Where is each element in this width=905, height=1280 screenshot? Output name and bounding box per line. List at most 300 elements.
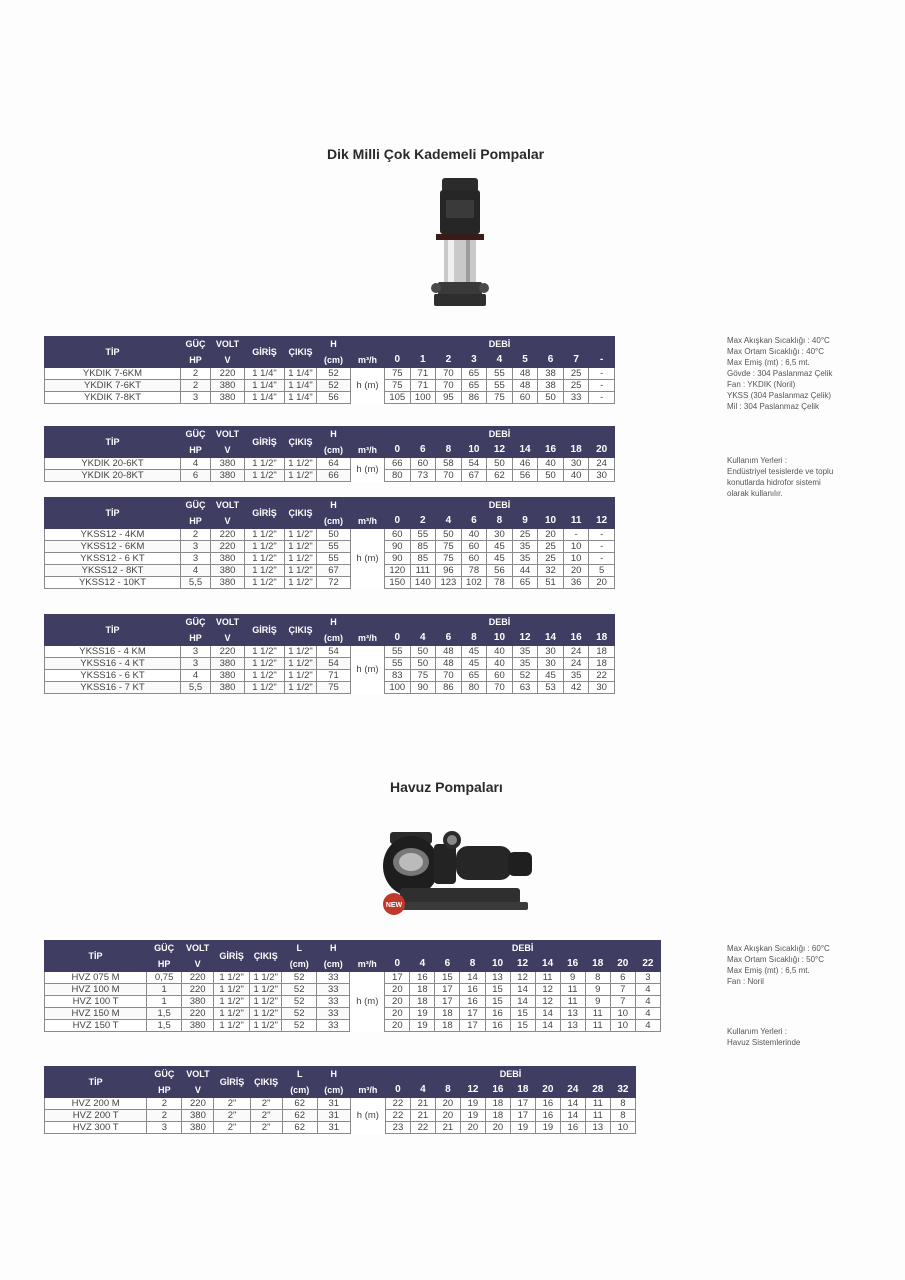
cell-hp: 1,5: [147, 1020, 182, 1032]
spec-table-hvz-large: [44, 1066, 636, 1134]
info-line: Fan : YKDIK (Noril): [727, 380, 796, 389]
head-unit-label: h (m): [350, 972, 385, 1032]
cell-cikis: 1 1/2": [250, 1008, 282, 1020]
flow-header: 8: [460, 957, 485, 972]
cell-tip: YKDIK 7-6KT: [45, 380, 181, 392]
cell-giris: 1 1/4": [245, 380, 285, 392]
cell-head-value: 3: [635, 972, 660, 984]
cell-tip: YKSS12 - 6 KT: [45, 553, 181, 565]
cell-tip: YKSS16 - 4 KT: [45, 658, 181, 670]
table-row: [45, 458, 615, 470]
cell-head-value: -: [589, 541, 615, 553]
cell-cikis: 1 1/2": [285, 541, 317, 553]
cell-hp: 3: [181, 646, 211, 658]
cell-head-value: 16: [460, 984, 485, 996]
cell-h: 50: [317, 529, 351, 541]
cell-v: 380: [211, 658, 245, 670]
table-row: [45, 972, 661, 984]
flow-header: 3: [461, 353, 487, 368]
cell-hp: 2: [147, 1110, 182, 1122]
cell-head-value: 11: [585, 1020, 610, 1032]
header-tip: TİP: [45, 337, 181, 368]
flow-header: 12: [487, 443, 513, 458]
cell-head-value: 75: [436, 541, 462, 553]
cell-head-value: 14: [535, 1008, 560, 1020]
header-m3h: m³/h: [350, 957, 385, 972]
cell-head-value: 11: [585, 1098, 610, 1110]
cell-head-value: 80: [461, 682, 487, 694]
spec-table-ykdik-7: [44, 336, 615, 404]
cell-head-value: 38: [538, 380, 564, 392]
cell-head-value: -: [589, 380, 615, 392]
cell-head-value: 11: [585, 1110, 610, 1122]
cell-head-value: 25: [563, 368, 589, 380]
header-hcm: (cm): [317, 353, 351, 368]
cell-head-value: 60: [461, 553, 487, 565]
cell-cikis: 1 1/2": [250, 972, 282, 984]
table-row: [45, 529, 615, 541]
flow-header: 12: [510, 957, 535, 972]
cell-h: 56: [317, 392, 351, 404]
usage-info-pool: [727, 1026, 800, 1048]
cell-head-value: 83: [385, 670, 411, 682]
cell-v: 380: [211, 380, 245, 392]
info-line: YKSS (304 Paslanmaz Çelik): [727, 391, 832, 400]
header-hp: HP: [181, 514, 211, 529]
cell-head-value: 12: [535, 984, 560, 996]
cell-head-value: 14: [560, 1110, 585, 1122]
flow-header: 8: [461, 631, 487, 646]
header-hcm: (cm): [317, 443, 351, 458]
header-guc: GÜÇ: [181, 615, 211, 631]
table-row: [45, 470, 615, 482]
cell-head-value: 15: [510, 1020, 535, 1032]
cell-tip: YKDIK 20-8KT: [45, 470, 181, 482]
pool-pump-image: [380, 826, 538, 922]
cell-head-value: 18: [485, 1098, 510, 1110]
cell-v: 220: [182, 1008, 214, 1020]
cell-head-value: 40: [563, 470, 589, 482]
header-v: V: [211, 514, 245, 529]
flow-header: 6: [435, 957, 460, 972]
cell-head-value: 40: [538, 458, 564, 470]
cell-head-value: 13: [485, 972, 510, 984]
cell-head-value: 65: [461, 380, 487, 392]
cell-h: 33: [317, 972, 350, 984]
cell-head-value: 14: [535, 1020, 560, 1032]
table-row: [45, 541, 615, 553]
cell-head-value: 20: [435, 1098, 460, 1110]
header-cikis: ÇIKIŞ: [285, 615, 317, 646]
header-hp: HP: [181, 353, 211, 368]
table-row: [45, 553, 615, 565]
cell-head-value: 78: [461, 565, 487, 577]
flow-header: 0: [385, 957, 410, 972]
cell-head-value: 8: [585, 972, 610, 984]
flow-header: 14: [535, 957, 560, 972]
info-line: Max Akışkan Sıcaklığı : 40°C: [727, 336, 830, 345]
flow-header: 12: [460, 1083, 485, 1098]
cell-head-value: 44: [512, 565, 538, 577]
cell-head-value: 19: [460, 1110, 485, 1122]
cell-head-value: 25: [538, 541, 564, 553]
flow-header: 0: [385, 353, 411, 368]
cell-head-value: 8: [610, 1098, 635, 1110]
cell-head-value: 35: [563, 670, 589, 682]
flow-header: 4: [436, 514, 462, 529]
cell-giris: 1 1/2": [214, 984, 250, 996]
cell-head-value: 11: [585, 1008, 610, 1020]
header-v: V: [211, 353, 245, 368]
cell-cikis: 1 1/2": [250, 1020, 282, 1032]
cell-giris: 1 1/2": [214, 996, 250, 1008]
cell-head-value: 53: [538, 682, 564, 694]
cell-cikis: 1 1/4": [285, 368, 317, 380]
cell-tip: HVZ 100 M: [45, 984, 147, 996]
cell-head-value: 14: [510, 984, 535, 996]
header-guc: GÜÇ: [147, 1067, 182, 1083]
header-volt: VOLT: [182, 1067, 214, 1083]
cell-head-value: 30: [563, 458, 589, 470]
cell-head-value: 100: [410, 392, 436, 404]
cell-head-value: 48: [512, 380, 538, 392]
cell-head-value: 50: [410, 658, 436, 670]
cell-head-value: 35: [512, 658, 538, 670]
flow-header: 1: [410, 353, 436, 368]
cell-hp: 3: [181, 392, 211, 404]
cell-head-value: 85: [410, 553, 436, 565]
cell-head-value: 8: [610, 1110, 635, 1122]
cell-head-value: 35: [512, 646, 538, 658]
spec-table-hvz-small: [44, 940, 661, 1032]
cell-giris: 1 1/2": [245, 470, 285, 482]
header-debi: DEBİ: [385, 941, 661, 957]
flow-header: 4: [410, 1083, 435, 1098]
header-h: H: [317, 427, 351, 443]
cell-head-value: 11: [560, 984, 585, 996]
cell-head-value: 90: [385, 541, 411, 553]
flow-header: 0: [385, 631, 411, 646]
cell-head-value: 45: [538, 670, 564, 682]
spec-table-ykdik-20: [44, 426, 615, 482]
cell-head-value: 56: [487, 565, 513, 577]
cell-tip: YKDIK 7-8KT: [45, 392, 181, 404]
cell-head-value: 40: [487, 646, 513, 658]
header-h: H: [317, 337, 351, 353]
cell-head-value: 4: [635, 996, 660, 1008]
usage-line: Kullanım Yerleri :: [727, 456, 788, 465]
header-tip: TİP: [45, 427, 181, 458]
spec-table-ykss12: [44, 497, 615, 589]
cell-head-value: 21: [435, 1122, 460, 1134]
cell-hp: 1: [147, 984, 182, 996]
cell-head-value: 30: [487, 529, 513, 541]
cell-giris: 1 1/2": [245, 565, 285, 577]
cell-cikis: 1 1/4": [285, 380, 317, 392]
cell-head-value: 24: [563, 646, 589, 658]
cell-hp: 4: [181, 565, 211, 577]
cell-v: 380: [182, 1110, 214, 1122]
cell-h: 75: [317, 682, 351, 694]
flow-header: 5: [512, 353, 538, 368]
header-debi: DEBİ: [385, 615, 615, 631]
cell-head-value: 18: [485, 1110, 510, 1122]
cell-giris: 1 1/4": [245, 368, 285, 380]
header-l: L: [282, 941, 317, 957]
info-line: Max Ortam Sıcaklığı : 40°C: [727, 347, 825, 356]
cell-head-value: 38: [538, 368, 564, 380]
cell-hp: 3: [181, 553, 211, 565]
cell-head-value: 75: [410, 670, 436, 682]
cell-hp: 1,5: [147, 1008, 182, 1020]
flow-header: 6: [436, 631, 462, 646]
cell-tip: YKSS12 - 6KM: [45, 541, 181, 553]
cell-hp: 2: [181, 368, 211, 380]
flow-header: 24: [560, 1083, 585, 1098]
header-lcm: (cm): [282, 1083, 317, 1098]
flow-header: 12: [589, 514, 615, 529]
cell-head-value: 17: [435, 984, 460, 996]
cell-head-value: 65: [461, 670, 487, 682]
cell-giris: 1 1/2": [245, 541, 285, 553]
flow-header: 2: [436, 353, 462, 368]
cell-hp: 3: [147, 1122, 182, 1134]
cell-h: 52: [317, 368, 351, 380]
cell-head-value: 6: [610, 972, 635, 984]
cell-head-value: 16: [460, 996, 485, 1008]
table-row: [45, 1098, 636, 1110]
cell-head-value: 60: [461, 541, 487, 553]
cell-head-value: 45: [461, 658, 487, 670]
cell-v: 380: [211, 670, 245, 682]
cell-v: 380: [211, 682, 245, 694]
cell-head-value: 20: [385, 1008, 410, 1020]
cell-l: 52: [282, 972, 317, 984]
cell-giris: 1 1/2": [245, 529, 285, 541]
cell-head-value: 15: [485, 984, 510, 996]
header-volt: VOLT: [211, 427, 245, 443]
cell-tip: HVZ 300 T: [45, 1122, 147, 1134]
cell-v: 220: [182, 984, 214, 996]
cell-head-value: 19: [535, 1122, 560, 1134]
table-row: [45, 646, 615, 658]
head-unit-label: h (m): [351, 458, 385, 482]
cell-head-value: 16: [410, 972, 435, 984]
flow-header: 4: [487, 353, 513, 368]
cell-head-value: 55: [410, 529, 436, 541]
vertical-pump-image: [430, 176, 490, 310]
header-volt: VOLT: [211, 615, 245, 631]
cell-cikis: 2": [250, 1110, 282, 1122]
header-hcm: (cm): [317, 957, 350, 972]
cell-head-value: 23: [385, 1122, 410, 1134]
cell-tip: YKSS16 - 7 KT: [45, 682, 181, 694]
table-row: [45, 380, 615, 392]
cell-l: 52: [282, 1020, 317, 1032]
header-cikis: ÇIKIŞ: [285, 337, 317, 368]
cell-tip: HVZ 150 T: [45, 1020, 147, 1032]
cell-hp: 2: [181, 529, 211, 541]
cell-head-value: 45: [461, 646, 487, 658]
cell-head-value: 18: [410, 996, 435, 1008]
cell-head-value: 4: [635, 984, 660, 996]
table-row: [45, 368, 615, 380]
cell-hp: 2: [147, 1098, 182, 1110]
cell-h: 31: [317, 1098, 350, 1110]
cell-head-value: 90: [410, 682, 436, 694]
cell-v: 380: [211, 392, 245, 404]
flow-header: 20: [535, 1083, 560, 1098]
cell-head-value: 40: [487, 658, 513, 670]
cell-cikis: 1 1/2": [285, 553, 317, 565]
cell-head-value: 123: [436, 577, 462, 589]
cell-l: 52: [282, 1008, 317, 1020]
cell-giris: 1 1/2": [245, 658, 285, 670]
header-l: L: [282, 1067, 317, 1083]
cell-h: 54: [317, 646, 351, 658]
cell-head-value: 17: [460, 1020, 485, 1032]
specs-info-pool: [727, 943, 830, 987]
cell-hp: 1: [147, 996, 182, 1008]
cell-head-value: 10: [563, 541, 589, 553]
cell-head-value: 55: [385, 658, 411, 670]
cell-cikis: 1 1/2": [285, 646, 317, 658]
cell-giris: 2": [214, 1122, 250, 1134]
header-volt: VOLT: [182, 941, 214, 957]
flow-header: 7: [563, 353, 589, 368]
cell-head-value: 86: [461, 392, 487, 404]
header-h: H: [317, 941, 350, 957]
cell-head-value: 51: [538, 577, 564, 589]
cell-cikis: 1 1/2": [250, 984, 282, 996]
cell-cikis: 1 1/2": [285, 658, 317, 670]
specs-info-vertical: [727, 335, 832, 412]
header-m3h: m³/h: [350, 1083, 385, 1098]
flow-header: 16: [538, 443, 564, 458]
cell-head-value: 18: [589, 646, 615, 658]
header-debi: DEBİ: [385, 337, 615, 353]
flow-header: 16: [563, 631, 589, 646]
cell-h: 33: [317, 984, 350, 996]
cell-head-value: 140: [410, 577, 436, 589]
cell-giris: 2": [214, 1098, 250, 1110]
flow-header: 18: [510, 1083, 535, 1098]
cell-head-value: 75: [436, 553, 462, 565]
cell-h: 31: [317, 1110, 350, 1122]
cell-head-value: 5: [589, 565, 615, 577]
cell-head-value: -: [589, 392, 615, 404]
cell-cikis: 1 1/2": [285, 470, 317, 482]
header-guc: GÜÇ: [181, 498, 211, 514]
cell-h: 55: [317, 553, 351, 565]
flow-header: -: [589, 353, 615, 368]
cell-head-value: 15: [435, 972, 460, 984]
spec-table-ykss16: [44, 614, 615, 694]
cell-head-value: 25: [512, 529, 538, 541]
flow-header: 18: [585, 957, 610, 972]
cell-head-value: 35: [512, 541, 538, 553]
flow-header: 11: [563, 514, 589, 529]
cell-head-value: 20: [435, 1110, 460, 1122]
usage-line: Endüstriyel tesislerde ve toplu: [727, 467, 834, 476]
cell-head-value: 19: [510, 1122, 535, 1134]
cell-giris: 2": [214, 1110, 250, 1122]
cell-head-value: 50: [538, 392, 564, 404]
cell-v: 380: [182, 996, 214, 1008]
flow-header: 8: [435, 1083, 460, 1098]
cell-v: 220: [211, 368, 245, 380]
cell-tip: YKSS16 - 4 KM: [45, 646, 181, 658]
header-hcm: (cm): [317, 1083, 350, 1098]
cell-hp: 3: [181, 658, 211, 670]
cell-head-value: 19: [410, 1020, 435, 1032]
cell-head-value: 7: [610, 984, 635, 996]
cell-head-value: 4: [635, 1020, 660, 1032]
usage-line: konutlarda hidrofor sistemi: [727, 478, 821, 487]
flow-header: 32: [610, 1083, 635, 1098]
info-line: Max Emiş (mt) : 6,5 mt.: [727, 358, 810, 367]
cell-giris: 1 1/2": [245, 553, 285, 565]
header-v: V: [182, 957, 214, 972]
cell-head-value: 102: [461, 577, 487, 589]
flow-header: 20: [610, 957, 635, 972]
cell-h: 55: [317, 541, 351, 553]
flow-header: 4: [410, 631, 436, 646]
cell-hp: 2: [181, 380, 211, 392]
cell-tip: YKSS12 - 10KT: [45, 577, 181, 589]
cell-h: 52: [317, 380, 351, 392]
cell-head-value: 50: [436, 529, 462, 541]
cell-head-value: 78: [487, 577, 513, 589]
cell-h: 33: [317, 1020, 350, 1032]
flow-header: 10: [538, 514, 564, 529]
table-row: [45, 392, 615, 404]
cell-head-value: -: [589, 553, 615, 565]
cell-head-value: 11: [560, 996, 585, 1008]
cell-tip: YKSS16 - 6 KT: [45, 670, 181, 682]
head-unit-label: h (m): [351, 646, 385, 694]
cell-tip: HVZ 200 T: [45, 1110, 147, 1122]
cell-v: 380: [211, 565, 245, 577]
flow-header: 10: [485, 957, 510, 972]
cell-tip: HVZ 200 M: [45, 1098, 147, 1110]
cell-head-value: 85: [410, 541, 436, 553]
cell-head-value: 60: [385, 529, 411, 541]
cell-head-value: 18: [435, 1008, 460, 1020]
usage-line: olarak kullanılır.: [727, 489, 783, 498]
flow-header: 8: [487, 514, 513, 529]
cell-head-value: 22: [410, 1122, 435, 1134]
cell-head-value: 55: [487, 368, 513, 380]
cell-h: 71: [317, 670, 351, 682]
info-line: Max Akışkan Sıcaklığı : 60°C: [727, 944, 830, 953]
cell-head-value: 19: [410, 1008, 435, 1020]
cell-hp: 4: [181, 670, 211, 682]
cell-head-value: 60: [512, 392, 538, 404]
cell-head-value: 32: [538, 565, 564, 577]
header-cikis: ÇIKIŞ: [250, 941, 282, 972]
cell-head-value: 22: [385, 1110, 410, 1122]
flow-header: 14: [512, 443, 538, 458]
flow-header: 18: [563, 443, 589, 458]
cell-cikis: 1 1/4": [285, 392, 317, 404]
cell-head-value: 16: [485, 1020, 510, 1032]
cell-giris: 1 1/2": [245, 682, 285, 694]
flow-header: 6: [410, 443, 436, 458]
header-cikis: ÇIKIŞ: [285, 498, 317, 529]
cell-head-value: 60: [410, 458, 436, 470]
cell-head-value: 18: [435, 1020, 460, 1032]
